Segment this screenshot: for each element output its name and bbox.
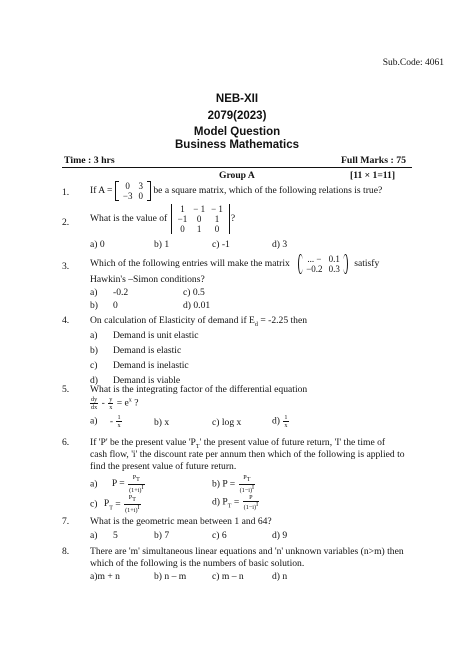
question-number: 6. xyxy=(62,437,70,448)
time-label: Time : 3 hrs xyxy=(64,155,115,166)
option: d) 9 xyxy=(272,530,288,541)
denominator: x xyxy=(117,422,121,429)
question-number: 4. xyxy=(62,315,70,326)
option-value: Demand is inelastic xyxy=(113,360,189,371)
determinant xyxy=(170,204,231,234)
question-text: On calculation of Elasticity of demand if E xyxy=(90,315,255,326)
equation-rhs: = e xyxy=(116,397,129,409)
full-marks-label: Full Marks : 75 xyxy=(340,155,406,166)
question-text: satisfy xyxy=(354,258,380,270)
option-d xyxy=(212,494,260,511)
question-text: What is the integrating factor of the differential equation xyxy=(90,384,308,395)
matrix-cell: −1 xyxy=(177,214,188,224)
matrix-cell: 0 xyxy=(125,181,130,191)
denominator: x xyxy=(109,404,113,411)
question-text: ? xyxy=(230,213,236,225)
question-text: find the present value of future return. xyxy=(90,461,237,472)
question-number: 1. xyxy=(62,187,70,198)
option-label: a) xyxy=(90,287,98,298)
subscript: T xyxy=(132,497,136,504)
question-1 xyxy=(90,181,382,201)
operator: - xyxy=(101,397,105,409)
matrix-cell: 1 xyxy=(196,224,202,234)
option-value: 5 xyxy=(113,530,118,541)
denominator: x xyxy=(284,422,288,429)
question-text: Hawkin's –Simon conditions? xyxy=(90,274,205,285)
option-b xyxy=(212,474,256,494)
matrix-cell: − 1 xyxy=(211,204,223,214)
option-label: a) xyxy=(90,330,98,341)
option-label: b) xyxy=(90,345,98,356)
denominator: (1−i) xyxy=(239,487,253,495)
matrix-cell: 0 xyxy=(214,224,220,234)
option-value: -0.2 xyxy=(113,287,129,298)
group-marks: [11 × 1=11] xyxy=(350,170,396,181)
option-label: b) xyxy=(212,478,220,490)
question-number: 8. xyxy=(62,546,70,557)
formula-lhs: P xyxy=(222,496,228,508)
operator: - xyxy=(109,415,114,427)
option-label: c) xyxy=(90,360,98,371)
option: d) 0.01 xyxy=(183,300,211,311)
question-number: 5. xyxy=(62,384,70,395)
fraction xyxy=(116,414,121,429)
question-text: which of the following is the numbers of basic solution. xyxy=(90,558,305,569)
matrix-cell: 0 xyxy=(180,224,185,234)
option: d) n xyxy=(272,571,288,582)
question-text: ' the present value of future return, 'I' the time of xyxy=(199,437,386,448)
matrix-cell: 1 xyxy=(180,204,185,214)
sub-code: Sub.Code: 4061 xyxy=(382,58,444,68)
option-value: Demand is viable xyxy=(113,375,181,386)
question-text: If 'P' be the present value 'P xyxy=(90,437,196,448)
subscript: T xyxy=(227,503,232,510)
subject-title: Business Mathematics xyxy=(175,139,299,151)
exponent: x xyxy=(128,397,132,404)
numerator: 1 xyxy=(284,414,288,421)
fraction xyxy=(128,474,144,494)
question-text xyxy=(90,437,408,450)
option-c xyxy=(90,494,142,514)
matrix-cell: 3 xyxy=(138,181,143,191)
option-label: a) xyxy=(90,478,98,490)
option-value: Demand is unit elastic xyxy=(113,330,199,341)
formula-lhs: P xyxy=(103,498,110,510)
formula-lhs: P = xyxy=(222,478,236,490)
page-title: Model Question xyxy=(193,126,281,138)
matrix-cell: −0.2 xyxy=(306,264,323,274)
fraction xyxy=(243,494,259,511)
equals-sign: = xyxy=(233,496,240,508)
fraction xyxy=(283,414,288,429)
question-number: 7. xyxy=(62,516,70,527)
denominator: dx xyxy=(91,404,98,411)
fraction xyxy=(108,396,113,411)
denominator: (1+i) xyxy=(125,507,138,515)
question-text: What is the value of xyxy=(90,213,168,225)
matrix-cell: 0 xyxy=(196,214,202,224)
matrix xyxy=(298,254,348,274)
question-number: 2. xyxy=(62,217,70,228)
matrix-cell: 1 xyxy=(214,214,220,224)
question-text: If A = xyxy=(90,185,113,197)
matrix-cell: 0 xyxy=(138,191,143,201)
option-a xyxy=(90,414,123,429)
question-text: be a square matrix, which of the following relations is true? xyxy=(153,185,383,197)
denominator: (1+i) xyxy=(129,487,142,495)
option-a xyxy=(90,474,146,494)
question-3 xyxy=(90,254,379,274)
option-label: b) xyxy=(90,300,98,311)
numerator: dy xyxy=(91,396,98,403)
numerator: P xyxy=(132,474,137,481)
numerator: P xyxy=(128,494,133,501)
question-number: 3. xyxy=(62,261,70,272)
option-label: a) xyxy=(90,415,98,427)
board-title: NEB-XII xyxy=(215,93,259,105)
exponent: I xyxy=(252,485,255,492)
question-text: Which of the following entries will make the matrix xyxy=(90,258,290,270)
equals-sign: = xyxy=(115,498,121,510)
subscript: T xyxy=(109,505,113,512)
question-2 xyxy=(90,204,235,234)
numerator: P xyxy=(249,494,253,501)
option-label: d) xyxy=(272,415,280,427)
subscript: d xyxy=(254,321,258,328)
subscript: T xyxy=(195,443,200,450)
fraction xyxy=(90,396,98,411)
exponent: I xyxy=(137,505,140,512)
option: b) 7 xyxy=(154,530,170,541)
option: c) -1 xyxy=(212,239,230,250)
question-text: = -2.25 then xyxy=(257,315,308,326)
numerator: 1 xyxy=(117,414,121,421)
option-value: Demand is elastic xyxy=(113,345,182,356)
option-label: d) xyxy=(90,375,98,386)
option-label: d) xyxy=(212,496,220,508)
exponent: I xyxy=(141,485,144,492)
option-value: 0 xyxy=(113,300,118,311)
option: c) 0.5 xyxy=(183,287,205,298)
option: b) n – m xyxy=(154,571,187,582)
option-label: a) xyxy=(90,530,98,541)
group-title: Group A xyxy=(219,170,255,181)
numerator: y xyxy=(109,396,113,403)
matrix-cell: 0.1 xyxy=(328,254,340,264)
option: c) log x xyxy=(212,417,242,428)
subscript: T xyxy=(246,477,251,484)
formula-lhs: P = xyxy=(111,478,125,490)
question-text: cash flow, 'i' the discount rate per annum then which of the following is applied to xyxy=(90,449,405,460)
option: b) 1 xyxy=(154,239,170,250)
subscript: T xyxy=(136,477,140,484)
denominator: (1−i) xyxy=(243,504,257,512)
matrix-cell: −3 xyxy=(122,191,133,201)
option: b) x xyxy=(154,417,170,428)
question-4 xyxy=(90,315,307,328)
option-label: c) xyxy=(90,498,98,510)
matrix-cell: 0.3 xyxy=(328,264,340,274)
numerator: P xyxy=(243,474,247,481)
option-d xyxy=(272,414,290,429)
matrix-cell: − 1 xyxy=(193,204,206,214)
option: d) 3 xyxy=(272,239,288,250)
option: c) 6 xyxy=(212,530,227,541)
exam-year: 2079(2023) xyxy=(207,110,267,122)
question-mark: ? xyxy=(134,397,139,409)
option: a)m + n xyxy=(90,571,120,582)
question-text: What is the geometric mean between 1 and 64? xyxy=(90,516,272,527)
header-divider xyxy=(62,167,412,168)
option: a) 0 xyxy=(90,239,105,250)
matrix-a xyxy=(115,181,151,201)
exponent: I xyxy=(256,502,259,508)
question-text: There are 'm' simultaneous linear equations and 'n' unknown variables (n>m) then xyxy=(90,546,404,557)
differential-equation xyxy=(89,396,138,411)
matrix-cell: ... − xyxy=(307,254,322,264)
option: c) m – n xyxy=(212,571,244,582)
fraction xyxy=(124,494,140,514)
fraction xyxy=(239,474,255,494)
